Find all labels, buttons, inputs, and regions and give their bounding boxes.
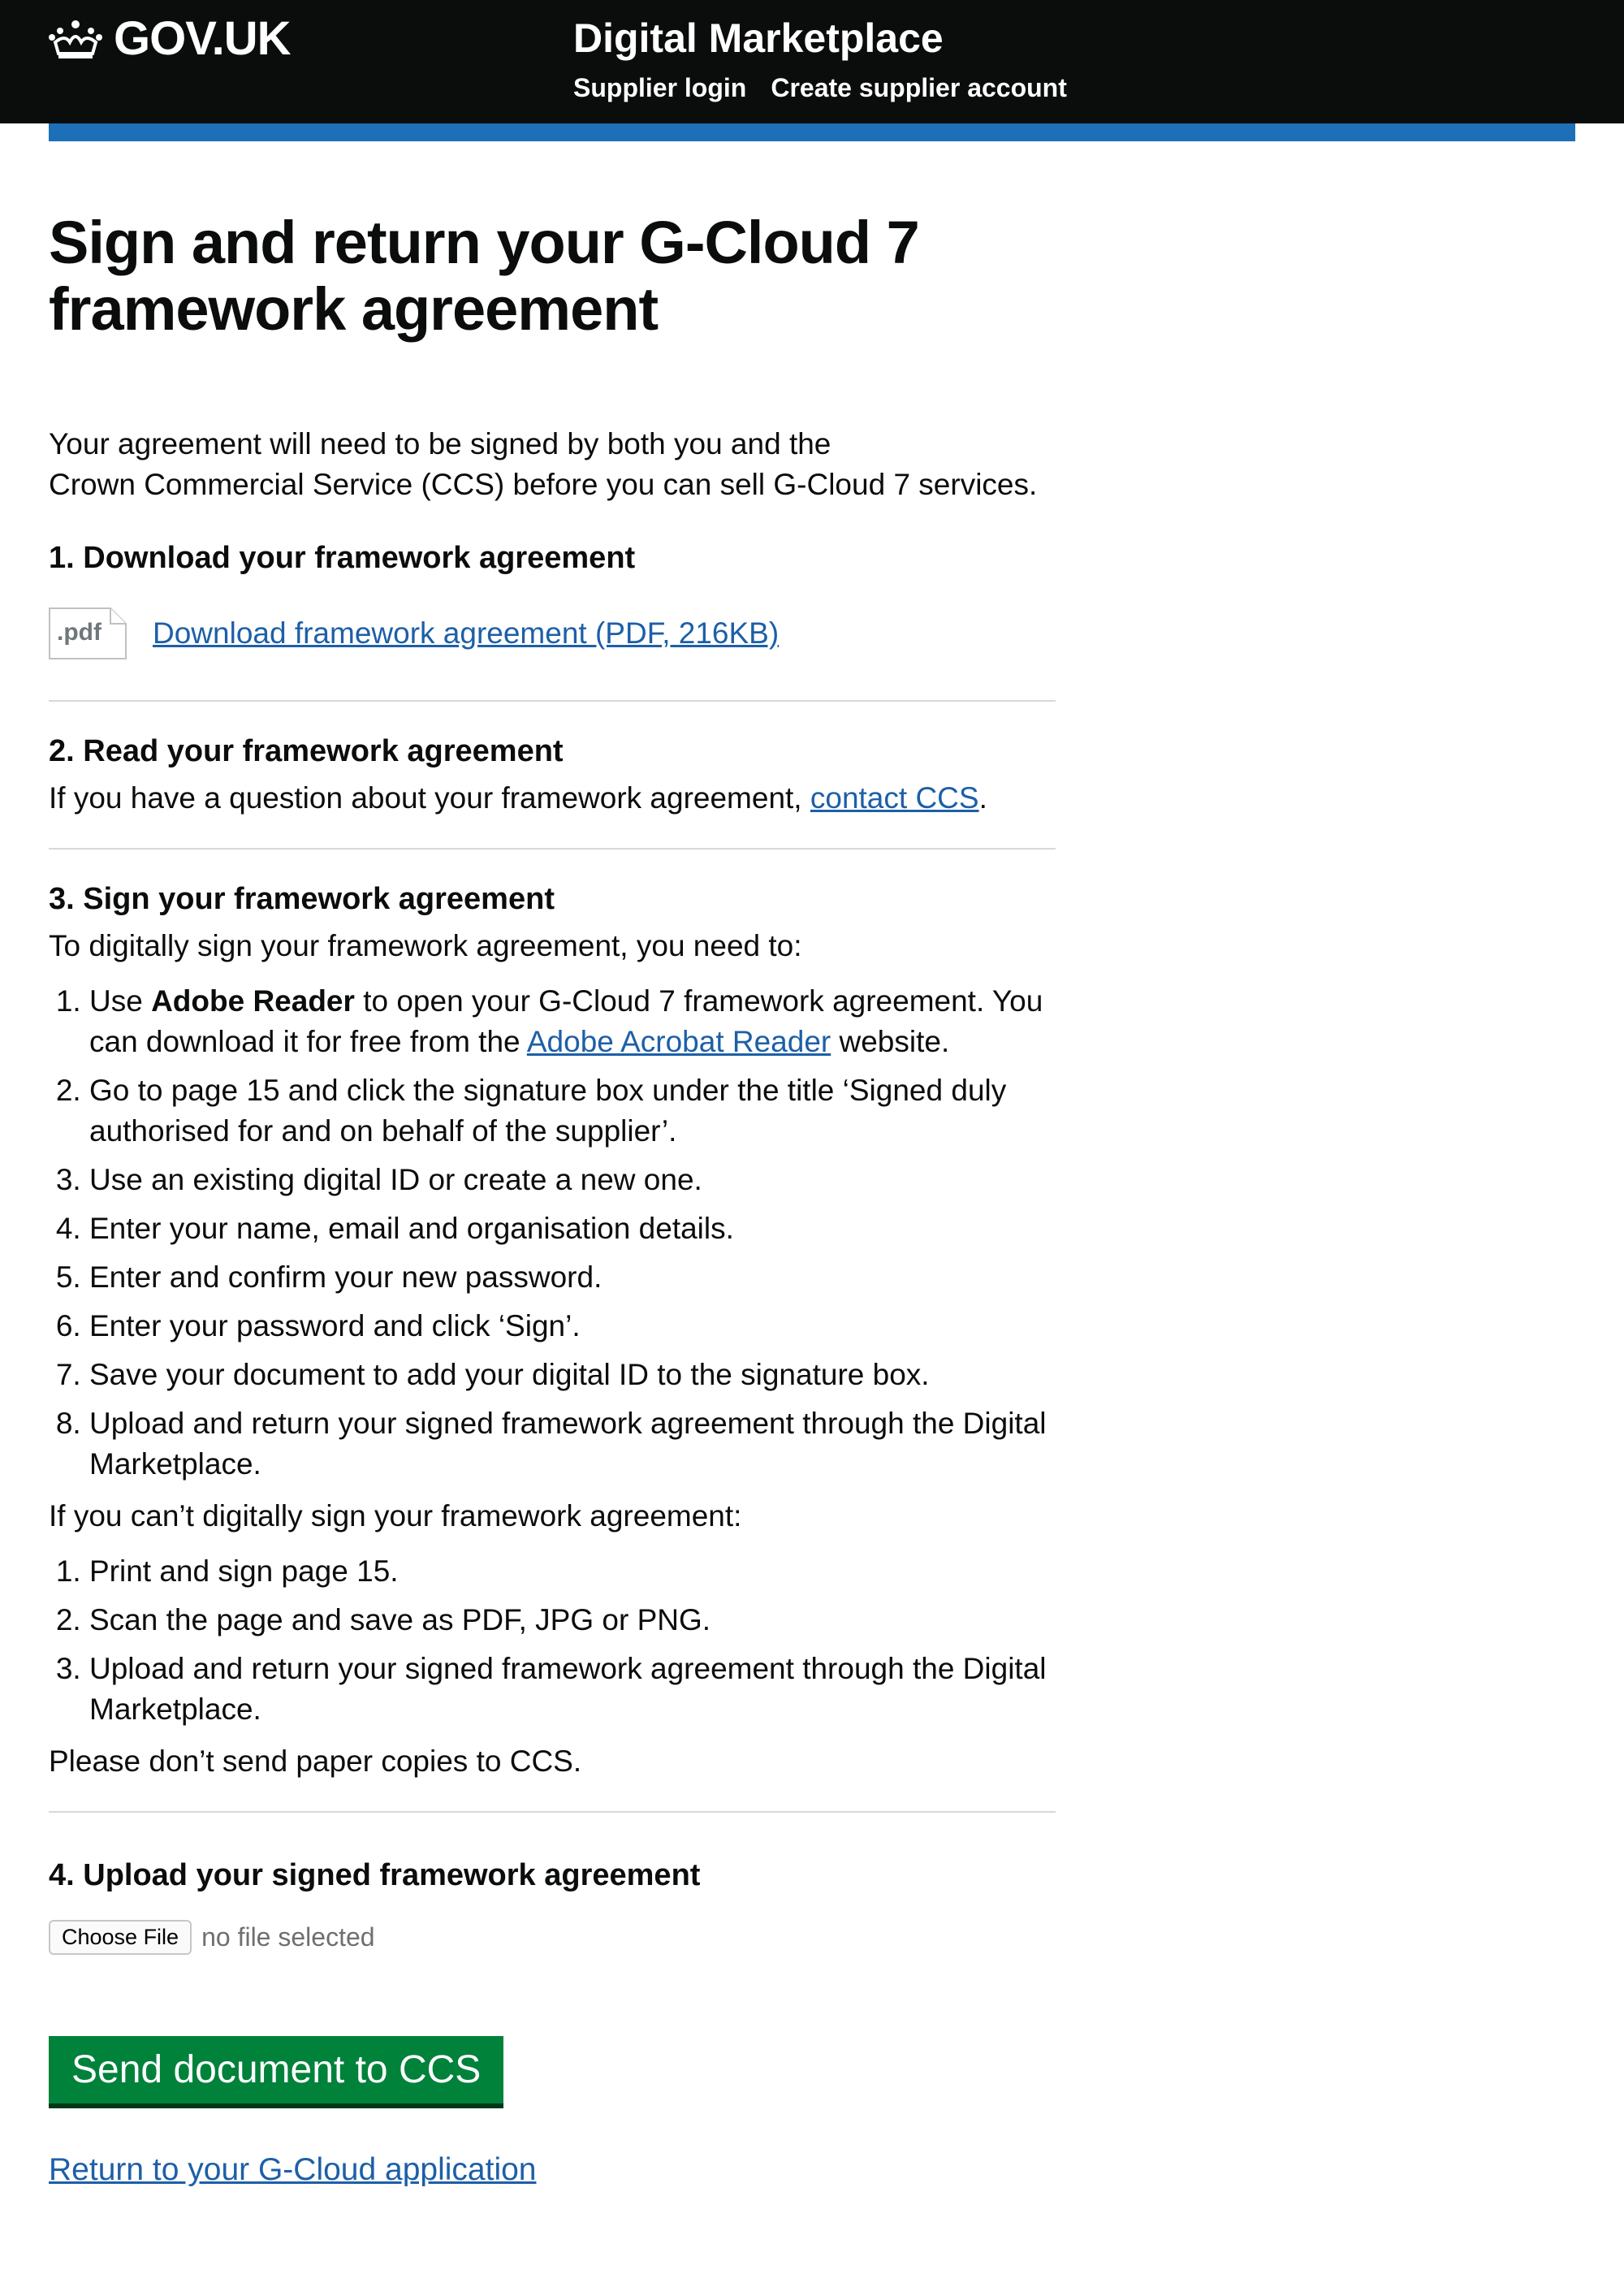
logo-text: GOV.UK: [114, 12, 291, 65]
send-document-button[interactable]: Send document to CCS: [49, 2036, 503, 2103]
govuk-logo[interactable]: [49, 11, 290, 66]
step-2: [49, 731, 1056, 819]
header-nav: [573, 73, 1091, 103]
list-item: 3. Upload and return your signed framework agreement through the Digital Marketplace.: [89, 1649, 1056, 1730]
step-3-heading: 3. Sign your framework agreement: [49, 882, 555, 916]
choose-file-button[interactable]: Choose File: [49, 1920, 192, 1955]
manual-sign-steps: [49, 1551, 1056, 1730]
adobe-acrobat-reader-link[interactable]: Adobe Acrobat Reader: [526, 1025, 831, 1058]
download-row: [49, 607, 1056, 659]
intro-line-1: Your agreement will need to be signed by both you and the: [49, 427, 831, 460]
list-item: 2. Go to page 15 and click the signature box under the title ‘Signed duly authorised for and on behalf of the supplier’.: [89, 1070, 1056, 1152]
file-status: no file selected: [201, 1922, 375, 1952]
intro-text: [49, 424, 1056, 505]
list-item: 1. Print and sign page 15.: [89, 1551, 1056, 1592]
crown-icon: [49, 18, 102, 60]
list-item: 5. Enter and confirm your new password.: [89, 1257, 1056, 1298]
supplier-login-link[interactable]: Supplier login: [573, 73, 747, 102]
download-agreement-link[interactable]: Download framework agreement (PDF, 216KB): [153, 616, 780, 650]
return-link-wrap: [49, 2152, 1056, 2188]
step-2-suffix: .: [978, 781, 987, 815]
pdf-icon-label: .pdf: [57, 619, 102, 646]
site-header: [0, 0, 1624, 123]
pdf-file-icon: [49, 607, 127, 659]
list-item: 7. Save your document to add your digital ID to the signature box.: [89, 1355, 1056, 1395]
alt-sign-intro: If you can’t digitally sign your framework agreement:: [49, 1499, 742, 1533]
intro-line-2: Crown Commercial Service (CCS) before you can sell G-Cloud 7 services.: [49, 468, 1038, 501]
list-item: 3. Use an existing digital ID or create a new one.: [89, 1160, 1056, 1200]
divider: [49, 700, 1056, 702]
step-1-heading: 1. Download your framework agreement: [49, 541, 636, 575]
list-item: 2. Scan the page and save as PDF, JPG or PNG.: [89, 1600, 1056, 1641]
step-2-text: [49, 778, 1056, 819]
list-item: 1. Use Adobe Reader to open your G-Cloud 7 framework agreement. You can download it for free from the Adobe Acrobat Reader website.: [89, 981, 1056, 1062]
create-supplier-account-link[interactable]: Create supplier account: [771, 73, 1067, 102]
contact-ccs-link[interactable]: contact CCS: [810, 781, 979, 815]
step-3: [49, 879, 1056, 1782]
main-content: [49, 210, 1056, 2188]
header-accent-bar: [49, 123, 1575, 141]
divider: [49, 1811, 1056, 1813]
step-4-heading: 4. Upload your signed framework agreement: [49, 1858, 701, 1892]
page-title: Sign and return your G-Cloud 7 framework agreement: [49, 209, 919, 343]
step-2-body: If you have a question about your framework agreement,: [49, 781, 802, 815]
list-item: 8. Upload and return your signed framework agreement through the Digital Marketplace.: [89, 1403, 1056, 1485]
divider: [49, 848, 1056, 850]
step-1: [49, 538, 1056, 659]
file-upload: [49, 1920, 1056, 1955]
step-4: [49, 1855, 1056, 1955]
list-item: 6. Enter your password and click ‘Sign’.: [89, 1306, 1056, 1347]
digital-sign-steps: [49, 981, 1056, 1485]
step-3-intro: To digitally sign your framework agreement, you need to:: [49, 929, 802, 962]
adobe-reader-bold: Adobe Reader: [151, 984, 355, 1018]
return-to-application-link[interactable]: Return to your G-Cloud application: [49, 2152, 537, 2187]
service-name[interactable]: Digital Marketplace: [573, 15, 944, 61]
paper-copies-note: Please don’t send paper copies to CCS.: [49, 1744, 582, 1778]
list-item: 4. Enter your name, email and organisation details.: [89, 1208, 1056, 1249]
step-2-heading: 2. Read your framework agreement: [49, 734, 564, 768]
